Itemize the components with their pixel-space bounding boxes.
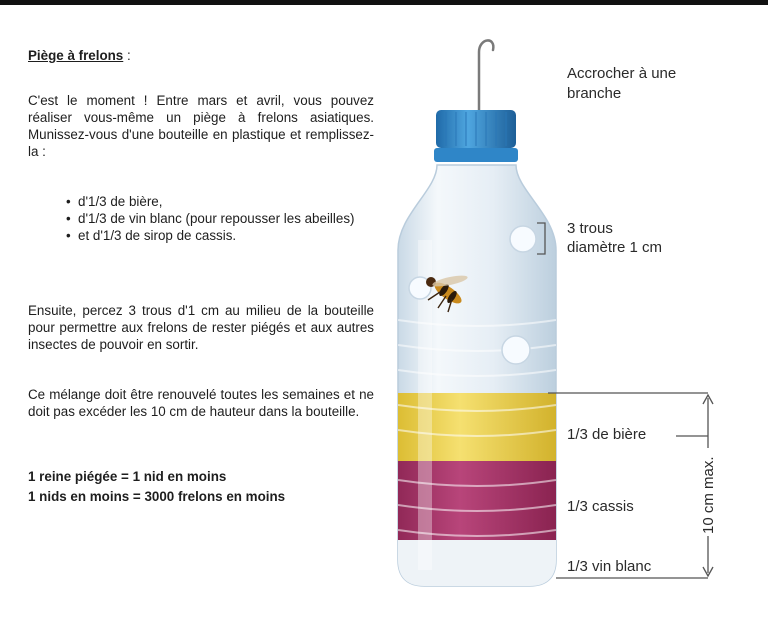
bullet-icon: • bbox=[66, 194, 71, 209]
cassis-label: 1/3 cassis bbox=[567, 498, 634, 515]
ingredient-cassis: et d'1/3 de sirop de cassis. bbox=[78, 228, 237, 243]
intro-paragraph: C'est le moment ! Entre mars et avril, vous pouvez réaliser vous-même un piège à frelons asiatiques. Munissez-vous d'une bouteille en plastique et remplissez-la : bbox=[28, 93, 374, 159]
nests-equation: 1 nids en moins = 3000 frelons en moins bbox=[28, 489, 286, 504]
cap-ring bbox=[434, 148, 518, 162]
beer-label: 1/3 de bière bbox=[567, 426, 647, 443]
title-colon: : bbox=[123, 48, 131, 63]
ingredient-beer: d'1/3 de bière, bbox=[78, 194, 163, 209]
hang-label-line1: Accrocher à une bbox=[567, 65, 677, 82]
height-label: 10 cm max. bbox=[700, 456, 717, 534]
ingredient-wine: d'1/3 de vin blanc (pour repousser les abeilles) bbox=[78, 211, 355, 226]
wine-layer bbox=[390, 540, 565, 590]
holes-label-line2: diamètre 1 cm bbox=[567, 239, 663, 256]
bullet-icon: • bbox=[66, 228, 71, 243]
hole-upper bbox=[510, 226, 536, 252]
page-title: Piège à frelons bbox=[28, 48, 124, 63]
hang-label-line2: branche bbox=[567, 85, 622, 102]
hook-wire bbox=[479, 40, 493, 118]
queen-equation: 1 reine piégée = 1 nid en moins bbox=[28, 469, 227, 484]
cassis-layer bbox=[390, 461, 565, 540]
holes-label-line1: 3 trous bbox=[567, 220, 613, 237]
renew-paragraph: Ce mélange doit être renouvelé toutes les semaines et ne doit pas excéder les 10 cm de hauteur dans la bouteille. bbox=[28, 387, 374, 419]
hole-middle bbox=[502, 336, 530, 364]
holes-paragraph: Ensuite, percez 3 trous d'1 cm au milieu de la bouteille pour permettre aux frelons de rester piégés et aux autres insectes de pouvoir en sortir. bbox=[28, 303, 374, 352]
bullet-icon: • bbox=[66, 211, 71, 226]
beer-layer bbox=[390, 393, 565, 461]
wine-label: 1/3 vin blanc bbox=[567, 558, 652, 575]
